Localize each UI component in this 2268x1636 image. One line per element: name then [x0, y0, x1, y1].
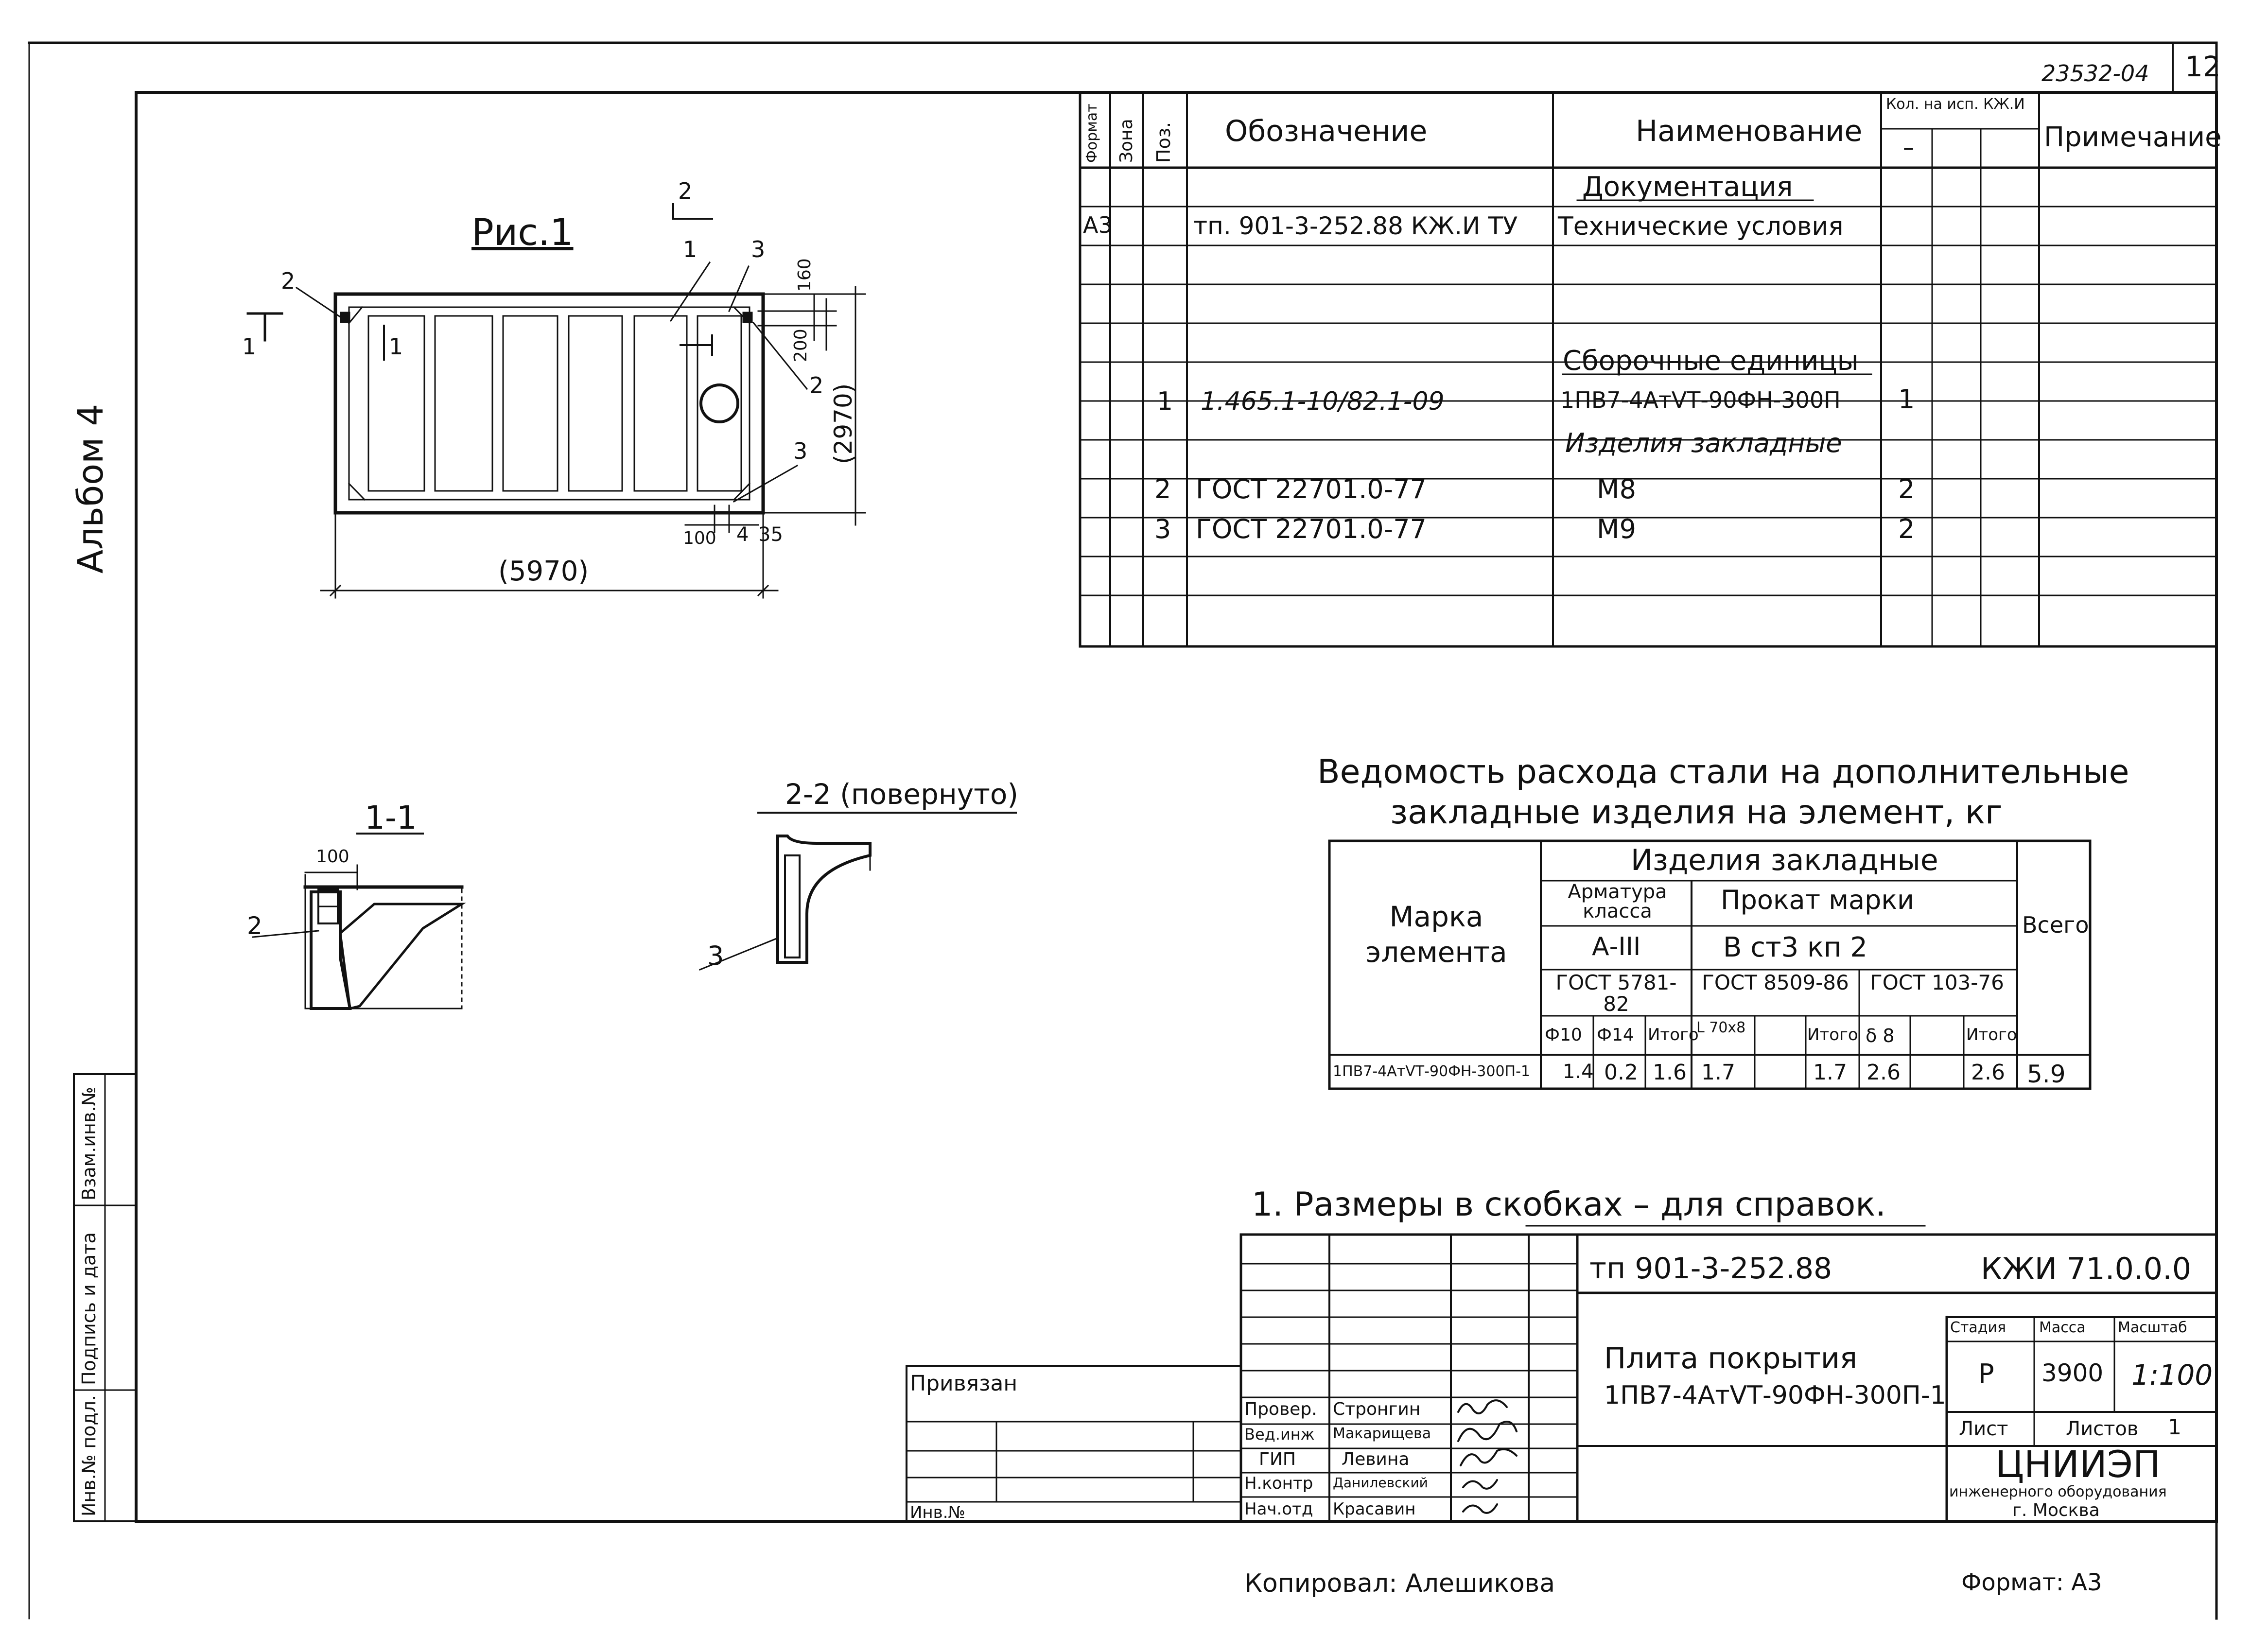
tb-name-gip: Левина: [1342, 1449, 1410, 1469]
steel-val-total1: 1.6: [1653, 1060, 1687, 1085]
spec-row-8-pos: 3: [1154, 514, 1171, 544]
sheet-code: 23532-04: [2041, 60, 2149, 87]
spec-row-7-designation: ГОСТ 22701.0-77: [1196, 474, 1427, 505]
steel-val-d8: 2.6: [1867, 1060, 1901, 1085]
steel-val-grand-total: 5.9: [2027, 1060, 2066, 1088]
footer-copied: Копировал: Алешикова: [1244, 1569, 1555, 1598]
tb-role-norm: Н.контр: [1244, 1474, 1313, 1493]
spec-h-qty-sub: –: [1903, 134, 1914, 160]
steel-h-rolled: Прокат марки: [1721, 885, 1915, 915]
tb-code: КЖИ 71.0.0.0: [1981, 1251, 2192, 1287]
steel-val-total2: 1.7: [1813, 1060, 1847, 1085]
steel-h-rebar: Арматура класса: [1568, 881, 1667, 922]
spec-row-5-qty: 1: [1898, 384, 1915, 415]
spec-row-8-designation: ГОСТ 22701.0-77: [1196, 514, 1427, 544]
dim-160: 160: [795, 258, 815, 292]
dim-length: (5970): [498, 556, 589, 587]
spec-row-5-pos: 1: [1157, 387, 1173, 416]
tb-name-norm: Данилевский: [1333, 1475, 1428, 1491]
tb-scale: 1:100: [2131, 1358, 2213, 1392]
steel-h-vst: В ст3 кп 2: [1723, 932, 1867, 963]
dim-200: 200: [791, 329, 811, 362]
section-1-1-label: 2: [247, 912, 262, 940]
spec-row-4-name: Сборочные единицы: [1563, 345, 1859, 377]
figure-title: Рис.1: [471, 210, 574, 254]
spec-row-2-designation: тп. 901-3-252.88 КЖ.И ТУ: [1193, 212, 1518, 240]
steel-sub-angle: L 70х8: [1696, 1019, 1746, 1036]
side-stamp-inv: Инв.№ подл.: [78, 1394, 100, 1516]
spec-row-8-name: М9: [1597, 514, 1636, 544]
section-2-2-title: 2-2 (повернуто): [785, 778, 1019, 811]
tb-name-head: Красавин: [1333, 1499, 1416, 1519]
spec-row-1-name: Документация: [1582, 171, 1793, 203]
spec-h-note: Примечание: [2044, 122, 2222, 153]
tb-role-check: Провер.: [1244, 1399, 1317, 1419]
spec-row-5-name: 1ПВ7-4АтVТ-90ФН-300П: [1560, 387, 1841, 413]
fig-cut-mark-1-left: 1: [242, 333, 257, 360]
tb-org-sub: инженерного оборудования: [1949, 1483, 2167, 1500]
steel-h-a3: А-III: [1592, 932, 1641, 961]
spec-row-5-designation: 1.465.1-10/82.1-09: [1201, 387, 1445, 416]
fig-label-pos3-bottom: 3: [793, 438, 808, 464]
steel-sub-f10: Ф10: [1545, 1025, 1582, 1045]
steel-sub-total2: Итого: [1807, 1025, 1858, 1044]
spec-h-pos: Поз.: [1153, 122, 1174, 163]
section-2-2-label: 3: [707, 940, 724, 971]
note-text: 1. Размеры в скобках – для справок.: [1252, 1185, 1886, 1224]
steel-h-gost1: ГОСТ 5781-82: [1555, 971, 1677, 1016]
spec-h-format: Формат: [1083, 104, 1100, 163]
fig-cut-mark-2: 2: [678, 178, 693, 204]
steel-h-items: Изделия закладные: [1631, 843, 1938, 877]
tb-sheets: 1: [2168, 1415, 2181, 1440]
album-label: Альбом 4: [70, 403, 111, 574]
dim-width: (2970): [829, 383, 857, 464]
sheet-number: 12: [2185, 50, 2221, 83]
fig-label-pos1: 1: [683, 236, 698, 262]
spec-h-qty: Кол. на исп. КЖ.И: [1886, 96, 2025, 113]
tb-mass: 3900: [2041, 1359, 2104, 1387]
fig-label-pos3-top: 3: [751, 236, 766, 262]
dim-4: 4: [736, 523, 749, 546]
tb-sheet-h: Лист: [1959, 1418, 2008, 1440]
section-1-1-dim: 100: [316, 847, 349, 867]
spec-h-designation: Обозначение: [1225, 114, 1428, 148]
tb-role-gip: ГИП: [1259, 1449, 1296, 1469]
tb-org: ЦНИИЭП: [1995, 1443, 2161, 1486]
footer-format: Формат: А3: [1961, 1569, 2102, 1596]
steel-title-line1: Ведомость расхода стали на дополнительные: [1317, 753, 2129, 791]
spec-row-2-name: Технические условия: [1558, 212, 1844, 241]
fig-label-pos2-left: 2: [281, 268, 296, 294]
spec-h-zone: Зона: [1117, 119, 1136, 163]
tb-bound-label: Привязан: [910, 1371, 1018, 1396]
tb-stage: Р: [1978, 1358, 1994, 1389]
steel-h-gost3: ГОСТ 103-76: [1870, 971, 2004, 994]
steel-sub-total1: Итого: [1648, 1025, 1699, 1044]
spec-row-7-qty: 2: [1898, 474, 1915, 505]
tb-inv-label: Инв.№: [910, 1503, 965, 1522]
steel-val-f14: 0.2: [1604, 1060, 1638, 1085]
tb-title-line1: Плита покрытия: [1604, 1341, 1857, 1375]
spec-row-7-pos: 2: [1154, 474, 1171, 505]
spec-row-7-name: М8: [1597, 474, 1636, 505]
dim-35: 35: [758, 523, 783, 546]
side-stamp-replace: Взам.инв.№: [78, 1087, 100, 1201]
side-stamp-sign: Подпись и дата: [78, 1232, 100, 1385]
steel-h-total: Всего: [2022, 912, 2089, 938]
tb-scale-h: Масштаб: [2118, 1319, 2187, 1336]
steel-h-gost2: ГОСТ 8509-86: [1702, 971, 1849, 994]
steel-h-mark: Марка элемента: [1365, 900, 1507, 969]
tb-mass-h: Масса: [2039, 1319, 2086, 1336]
steel-val-f10: 1.4: [1563, 1061, 1594, 1083]
tb-name-lead: Макарищева: [1333, 1425, 1431, 1442]
tb-name-check: Стронгин: [1333, 1399, 1421, 1419]
steel-title-line2: закладные изделия на элемент, кг: [1390, 793, 2003, 832]
steel-val-total3: 2.6: [1971, 1060, 2005, 1085]
spec-h-name: Наименование: [1636, 114, 1863, 148]
steel-sub-total3: Итого: [1966, 1025, 2017, 1044]
fig-label-pos2-right: 2: [809, 372, 824, 399]
tb-city: г. Москва: [2012, 1500, 2100, 1520]
steel-row-mark: 1ПВ7-4АтVТ-90ФН-300П-1: [1333, 1063, 1531, 1080]
tb-role-head: Нач.отд: [1244, 1499, 1313, 1519]
tb-sheets-h: Листов: [2066, 1418, 2139, 1440]
tb-role-lead: Вед.инж: [1244, 1425, 1315, 1444]
spec-row-8-qty: 2: [1898, 514, 1915, 544]
spec-row-6-name: Изделия закладные: [1565, 428, 1842, 458]
dim-100: 100: [683, 528, 716, 548]
section-1-1-title: 1-1: [365, 799, 417, 836]
steel-sub-d8: δ 8: [1866, 1025, 1895, 1046]
tb-title-line2: 1ПВ7-4АтVТ-90ФН-300П-1: [1604, 1381, 1946, 1410]
spec-row-2-format: А3: [1083, 212, 1113, 238]
steel-val-angle: 1.7: [1701, 1060, 1735, 1085]
steel-sub-f14: Ф14: [1597, 1025, 1634, 1045]
tb-stage-h: Стадия: [1950, 1319, 2006, 1336]
fig-cut-mark-1-inner: 1: [389, 333, 403, 360]
tb-project: тп 901-3-252.88: [1589, 1252, 1832, 1286]
